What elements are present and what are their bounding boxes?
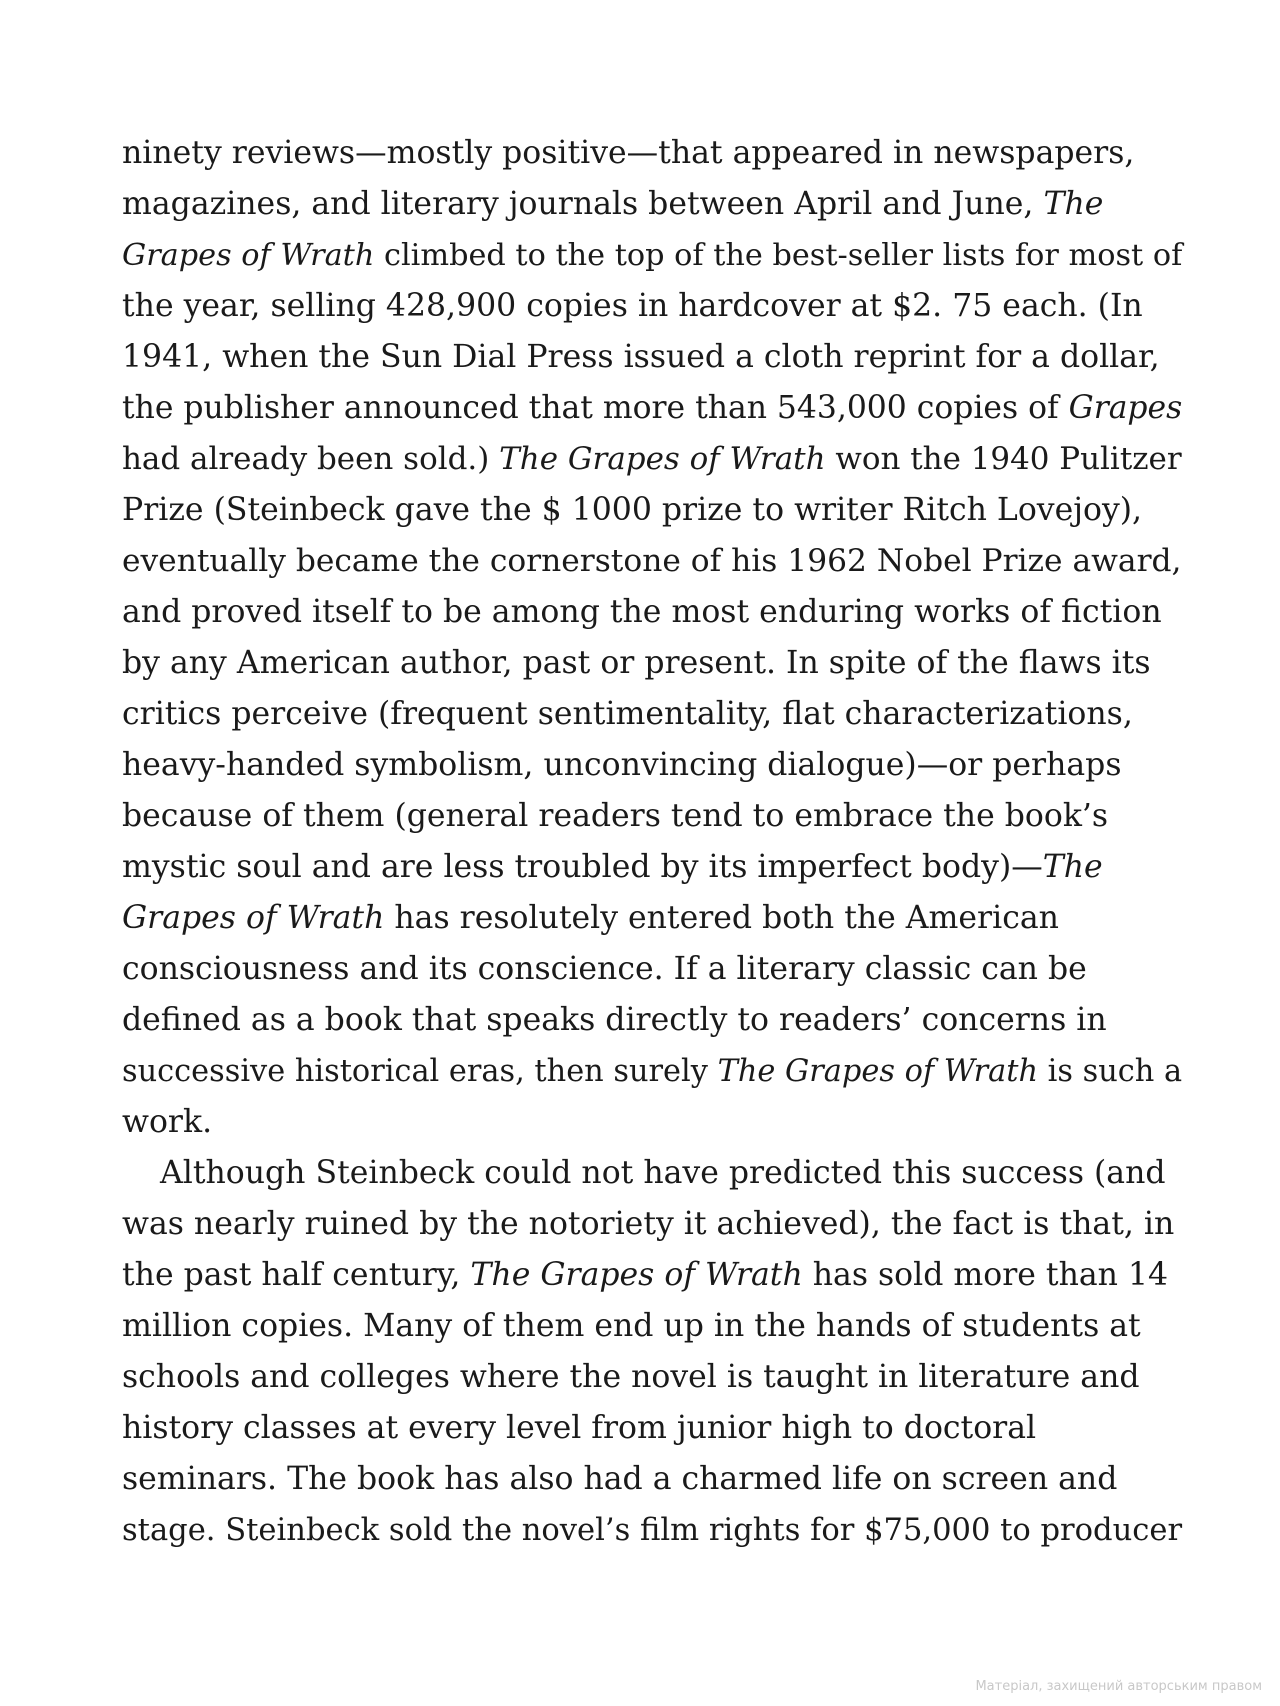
text-segment: mystic soul and are less troubled by its imperfect body)— [122,849,1043,885]
text-line [122,587,1182,638]
text-segment: the publisher announced that more than 543,000 copies of [122,390,1069,426]
text-line [122,740,1182,791]
text-segment: 1941, when the Sun Dial Press issued a cloth reprint for a dollar, [122,339,1160,375]
italic-title-segment: Grapes of Wrath [122,900,385,936]
text-segment: schools and colleges where the novel is taught in literature and [122,1359,1140,1395]
text-line [122,1046,1182,1097]
text-segment: is such a [1038,1054,1183,1089]
text-line [122,1403,1182,1454]
text-line [122,179,1182,230]
italic-title-segment: The Grapes of Wrath [470,1257,803,1293]
text-line [122,1352,1182,1403]
text-line [122,1454,1182,1505]
body-text [122,128,1182,1556]
text-segment: critics perceive (frequent sentimentality, flat characterizations, [122,696,1133,732]
text-line [122,128,1182,179]
italic-title-segment: Grapes [1068,390,1183,426]
text-line [122,1097,1182,1148]
text-line [122,791,1182,842]
text-line [122,893,1182,944]
text-segment: the year, selling 428,900 copies in hardcover at $2. 75 each. (In [122,288,1143,324]
italic-title-segment: Grapes of Wrath [122,238,375,273]
text-segment: million copies. Many of them end up in the hands of students at [122,1308,1141,1344]
text-line [122,1301,1182,1352]
text-line [122,638,1182,689]
text-line [122,944,1182,995]
text-segment: heavy-handed symbolism, unconvincing dialogue)—or perhaps [122,747,1122,783]
text-line [122,332,1182,383]
text-segment: the past half century, [122,1257,471,1293]
text-segment: Although Steinbeck could not have predicted this success (and [160,1155,1166,1191]
copyright-watermark: Матеріал, захищений авторським правом [975,1679,1262,1694]
text-line [122,1505,1182,1556]
text-segment: stage. Steinbeck sold the novel’s film rights for $75,000 to producer [122,1513,1183,1548]
text-line [122,1199,1182,1250]
italic-title-segment: The [1043,186,1104,222]
text-segment: consciousness and its conscience. If a literary classic can be [122,951,1087,987]
text-segment: had already been sold.) [122,441,500,477]
text-line [122,536,1182,587]
text-segment: defined as a book that speaks directly to readers’ concerns in [122,1002,1107,1038]
text-line [122,1148,1182,1199]
text-segment: by any American author, past or present. In spite of the flaws its [122,645,1151,681]
text-line [122,995,1182,1046]
text-line [122,842,1182,893]
text-segment: seminars. The book has also had a charmed life on screen and [122,1461,1118,1497]
text-segment: because of them (general readers tend to embrace the book’s [122,798,1109,834]
text-segment: has sold more than 14 [802,1257,1169,1293]
text-line [122,689,1182,740]
italic-title-segment: The [1042,849,1103,885]
text-line [122,1250,1182,1301]
text-segment: eventually became the cornerstone of his 1962 Nobel Prize award, [122,543,1182,579]
text-segment: won the 1940 Pulitzer [825,441,1182,477]
text-line [122,281,1182,332]
text-line [122,485,1182,536]
text-segment: has resolutely entered both the American [384,900,1059,936]
text-segment: magazines, and literary journals between April and June, [122,186,1044,222]
text-line [122,383,1182,434]
text-segment: history classes at every level from junior high to doctoral [122,1410,1037,1446]
italic-title-segment: The Grapes of Wrath [717,1054,1039,1089]
text-segment: Prize (Steinbeck gave the $ 1000 prize to writer Ritch Lovejoy), [122,492,1143,528]
text-line [122,434,1182,485]
text-segment: successive historical eras, then surely [122,1054,718,1089]
italic-title-segment: The Grapes of Wrath [499,441,826,477]
text-segment: ninety reviews—mostly positive—that appeared in newspapers, [122,135,1135,171]
text-segment: and proved itself to be among the most enduring works of fiction [122,594,1162,630]
text-segment: work. [122,1104,213,1140]
text-line [122,230,1182,281]
text-segment: was nearly ruined by the notoriety it achieved), the fact is that, in [122,1206,1175,1242]
text-segment: climbed to the top of the best-seller lists for most of [374,238,1183,273]
